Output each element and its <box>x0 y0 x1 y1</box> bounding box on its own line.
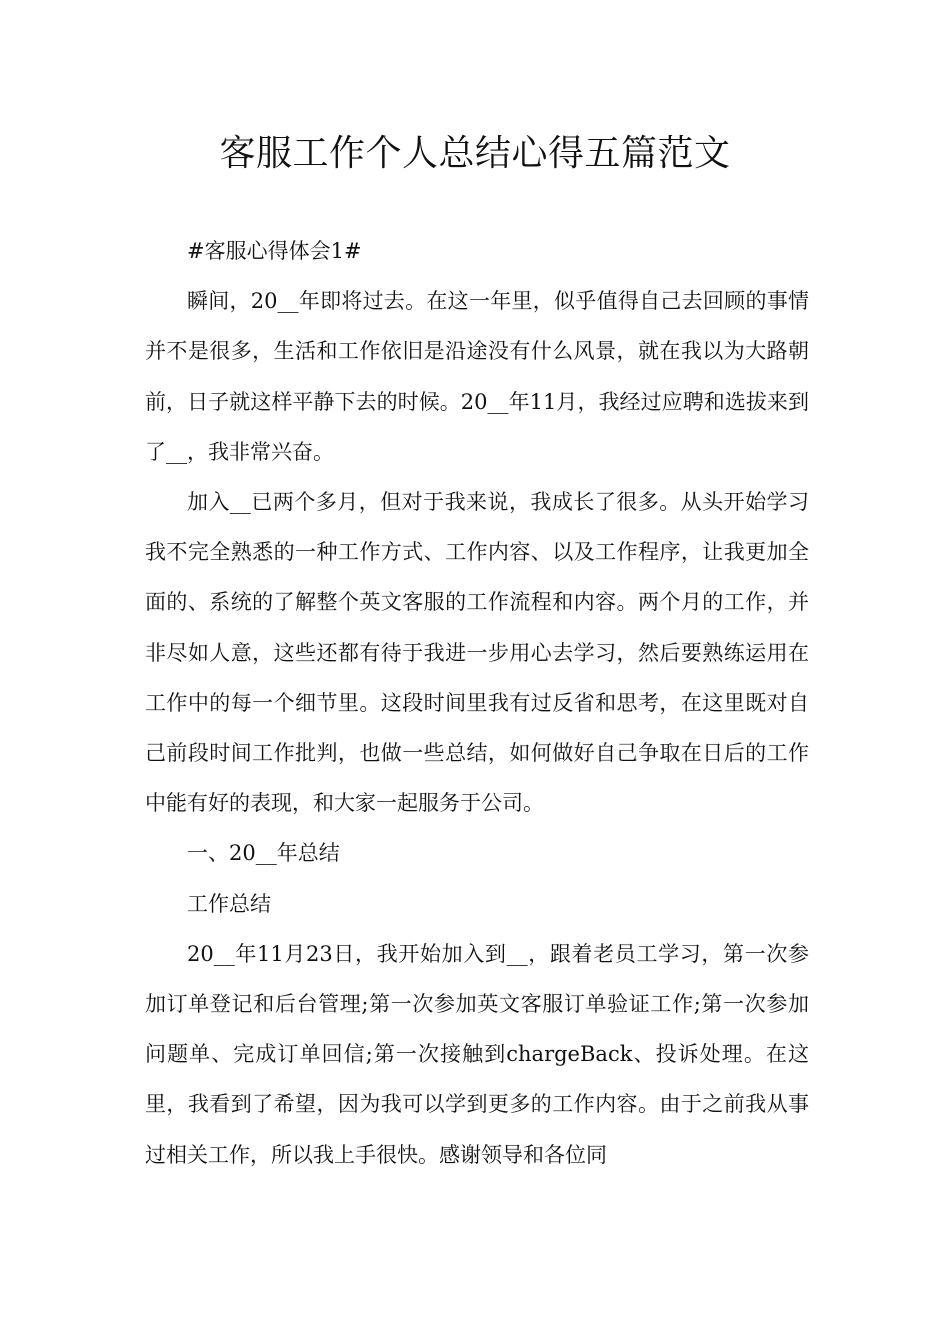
subsection-heading: 工作总结 <box>187 891 271 916</box>
paragraph: 20__年11月23日，我开始加入到__，跟着老员工学习，第一次参加订单登记和后台管理;第一次参加英文客服订单验证工作;第一次参加问题单、完成订单回信;第一次接触到chargeBack、投诉处理。在这里，我看到了希望，因为我可以学到更多的工作内容。由于之前我从事过相关工作，所以我上手很快。感谢领导和各位同 <box>145 941 809 1167</box>
paragraph: 瞬间，20__年即将过去。在这一年里，似乎值得自己去回顾的事情并不是很多，生活和工作依旧是沿途没有什么风景，就在我以为大路朝前，日子就这样平静下去的时候。20__年11月，我经过应聘和选拔来到了__，我非常兴奋。 <box>145 289 809 464</box>
section-heading: 一、20__年总结 <box>187 841 340 866</box>
document-title: 客服工作个人总结心得五篇范文 <box>219 133 731 174</box>
paragraph: 加入__已两个多月，但对于我来说，我成长了很多。从头开始学习我不完全熟悉的一种工作方式、工作内容、以及工作程序，让我更加全面的、系统的了解整个英文客服的工作流程和内容。两个月的工作，并非尽如人意，这些还都有待于我进一步用心去学习，然后要熟练运用在工作中的每一个细节里。这段时间里我有过反省和思考，在这里既对自己前段时间工作批判，也做一些总结，如何做好自己争取在日后的工作中能有好的表现，和大家一起服务于公司。 <box>145 490 809 816</box>
section-heading: #客服心得体会1# <box>187 239 362 263</box>
document-body <box>145 226 809 1180</box>
